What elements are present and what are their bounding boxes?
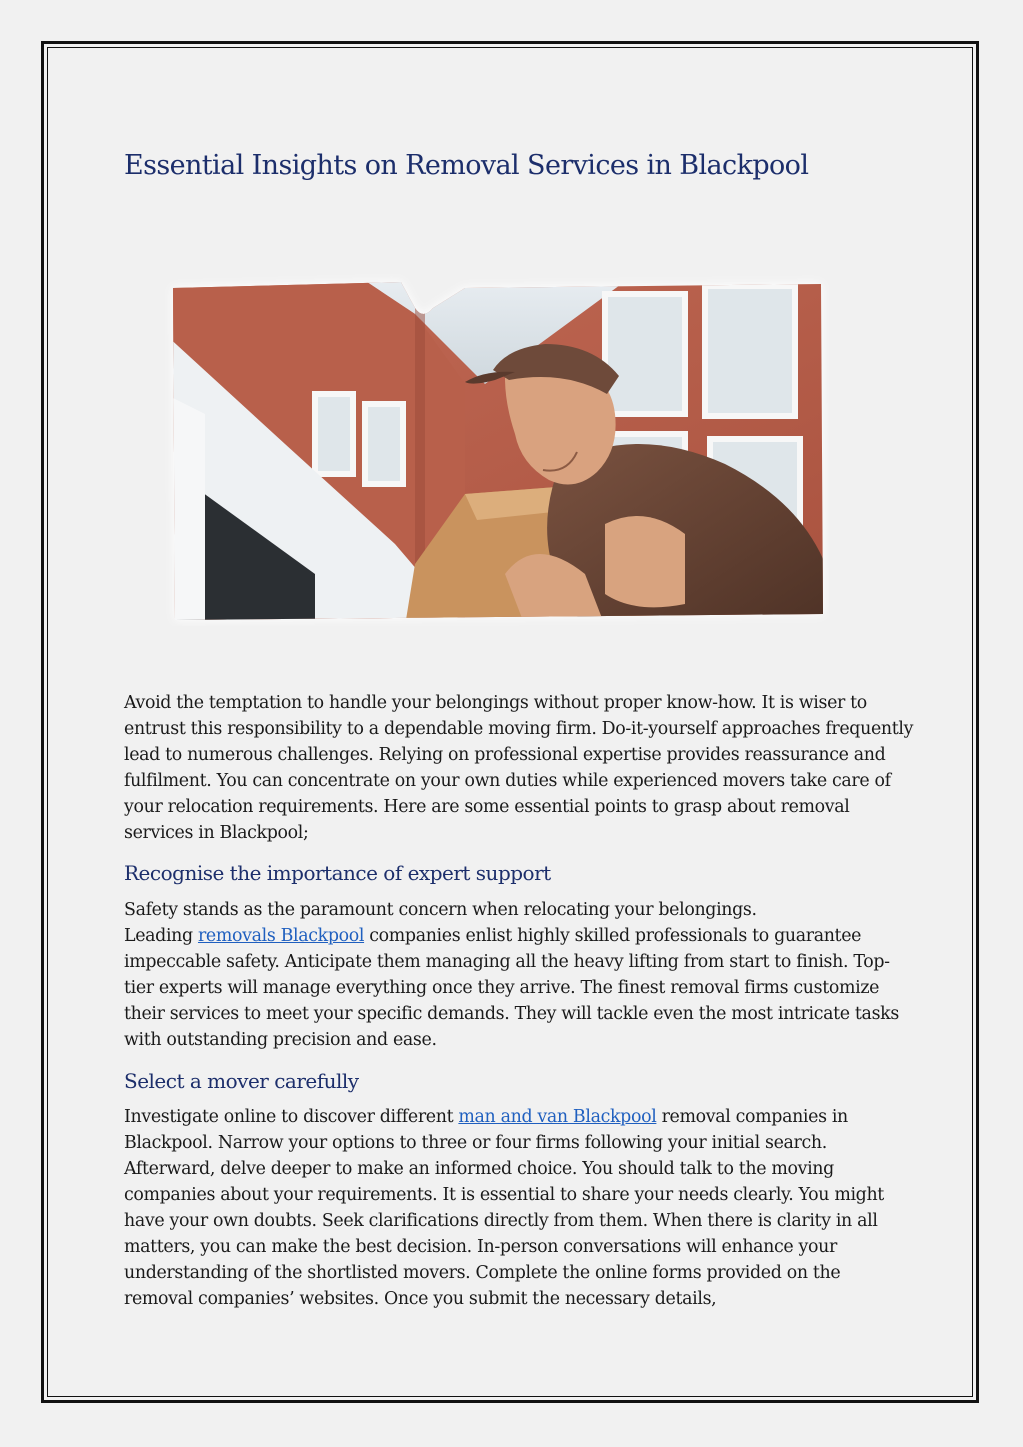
text-before-link: Investigate online to discover different	[124, 1107, 459, 1127]
intro-paragraph: Avoid the temptation to handle your belongings without proper know-how. It is wiser to entrust this responsibility to a dependable moving firm. Do-it-yourself approaches frequently lead to numerous challenges. Relying on professional expertise provides reassurance and fulfilment. You can concentrate on your own duties while experienced movers take care of your relocation requirements. Here are some essential points to grasp about removal services in Blackpool;	[124, 693, 914, 843]
section-paragraph-select-mover	[124, 1104, 914, 1312]
text-after-link: companies enlist highly skilled professionals to guarantee impeccable safety. Anticipate them managing all the heavy lifting from start to finish. Top-tier experts will manage everything once they arrive. The finest removal firms customize their services to meet your specific demands. They will tackle even the most intricate tasks with outstanding precision and ease.	[124, 926, 899, 1050]
link-man-and-van-blackpool[interactable]: man and van Blackpool	[458, 1107, 657, 1127]
text-before-link: Leading	[124, 926, 198, 946]
document-title: Essential Insights on Removal Services in Blackpool	[124, 150, 809, 181]
section-heading-select-mover: Select a mover carefully	[124, 1069, 359, 1093]
hero-photo-mover-with-box	[165, 274, 829, 626]
section-paragraph-expert-support	[124, 897, 914, 1053]
link-removals-blackpool[interactable]: removals Blackpool	[197, 926, 365, 946]
text-after-link: removal companies in Blackpool. Narrow your options to three or four firms following your initial search. Afterward, delve deeper to make an informed choice. You should talk to the moving companies about your requirements. It is essential to share your needs clearly. You might have your own doubts. Seek clarifications directly from them. When there is clarity in all matters, you can make the best decision. In-person conversations will enhance your understanding of the shortlisted movers. Complete the online forms provided on the removal companies’ websites. Once you submit the necessary details,	[124, 1107, 884, 1309]
section-heading-expert-support: Recognise the importance of expert support	[124, 861, 551, 885]
sentence-safety: Safety stands as the paramount concern when relocating your belongings.	[124, 900, 757, 920]
